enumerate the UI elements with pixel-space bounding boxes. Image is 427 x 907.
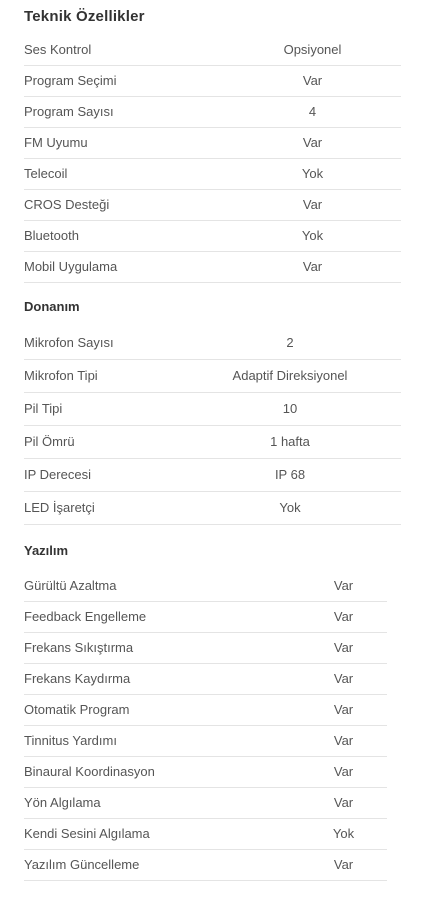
table-row [24, 189, 401, 220]
section-title-hardware: Donanım [24, 299, 80, 314]
spec-value: IP 68 [179, 458, 401, 491]
spec-value: Var [224, 127, 401, 158]
table-row [24, 818, 387, 849]
table-row [24, 663, 387, 694]
spec-value: 2 [179, 326, 401, 359]
spec-value: Yok [224, 158, 401, 189]
spec-value: Var [224, 189, 401, 220]
table-row [24, 359, 401, 392]
spec-value: Yok [224, 220, 401, 251]
table-row [24, 96, 401, 127]
spec-label: Pil Ömrü [24, 425, 179, 458]
spec-value: 4 [224, 96, 401, 127]
table-row [24, 127, 401, 158]
table-row [24, 632, 387, 663]
spec-label: Frekans Kaydırma [24, 663, 300, 694]
table-row [24, 725, 387, 756]
table-row [24, 425, 401, 458]
table-row [24, 491, 401, 524]
table-row [24, 570, 387, 601]
page-title: Teknik Özellikler [24, 8, 145, 25]
spec-label: Otomatik Program [24, 694, 300, 725]
spec-value: Var [300, 570, 387, 601]
table-row [24, 458, 401, 491]
spec-label: FM Uyumu [24, 127, 224, 158]
spec-value: Var [300, 632, 387, 663]
table-row [24, 65, 401, 96]
spec-value: Adaptif Direksiyonel [179, 359, 401, 392]
spec-label: Bluetooth [24, 220, 224, 251]
spec-value: Var [300, 725, 387, 756]
section-title-software: Yazılım [24, 543, 69, 558]
spec-table-software [24, 570, 387, 881]
table-row [24, 251, 401, 282]
table-row [24, 34, 401, 65]
spec-value: Var [300, 849, 387, 880]
table-row [24, 392, 401, 425]
spec-value: Var [300, 663, 387, 694]
spec-label: Mikrofon Tipi [24, 359, 179, 392]
spec-table-hardware [24, 326, 401, 525]
spec-label: Mobil Uygulama [24, 251, 224, 282]
spec-label: Ses Kontrol [24, 34, 224, 65]
spec-label: Mikrofon Sayısı [24, 326, 179, 359]
spec-value: Var [300, 694, 387, 725]
table-row [24, 220, 401, 251]
spec-value: Var [300, 756, 387, 787]
spec-label: Pil Tipi [24, 392, 179, 425]
table-row [24, 601, 387, 632]
table-row [24, 849, 387, 880]
spec-value: Yok [300, 818, 387, 849]
spec-label: CROS Desteği [24, 189, 224, 220]
spec-value: Yok [179, 491, 401, 524]
spec-label: Tinnitus Yardımı [24, 725, 300, 756]
spec-value: Var [224, 251, 401, 282]
spec-value: Opsiyonel [224, 34, 401, 65]
spec-label: IP Derecesi [24, 458, 179, 491]
spec-label: Telecoil [24, 158, 224, 189]
spec-label: Yazılım Güncelleme [24, 849, 300, 880]
table-row [24, 756, 387, 787]
table-row [24, 158, 401, 189]
spec-value: Var [224, 65, 401, 96]
spec-value: Var [300, 601, 387, 632]
spec-label: Gürültü Azaltma [24, 570, 300, 601]
table-row [24, 694, 387, 725]
spec-label: Kendi Sesini Algılama [24, 818, 300, 849]
table-row [24, 787, 387, 818]
spec-label: LED İşaretçi [24, 491, 179, 524]
spec-table-general [24, 34, 401, 283]
spec-value: 10 [179, 392, 401, 425]
spec-value: Var [300, 787, 387, 818]
spec-label: Frekans Sıkıştırma [24, 632, 300, 663]
spec-label: Program Sayısı [24, 96, 224, 127]
spec-label: Program Seçimi [24, 65, 224, 96]
spec-value: 1 hafta [179, 425, 401, 458]
table-row [24, 326, 401, 359]
spec-label: Yön Algılama [24, 787, 300, 818]
spec-label: Feedback Engelleme [24, 601, 300, 632]
spec-label: Binaural Koordinasyon [24, 756, 300, 787]
